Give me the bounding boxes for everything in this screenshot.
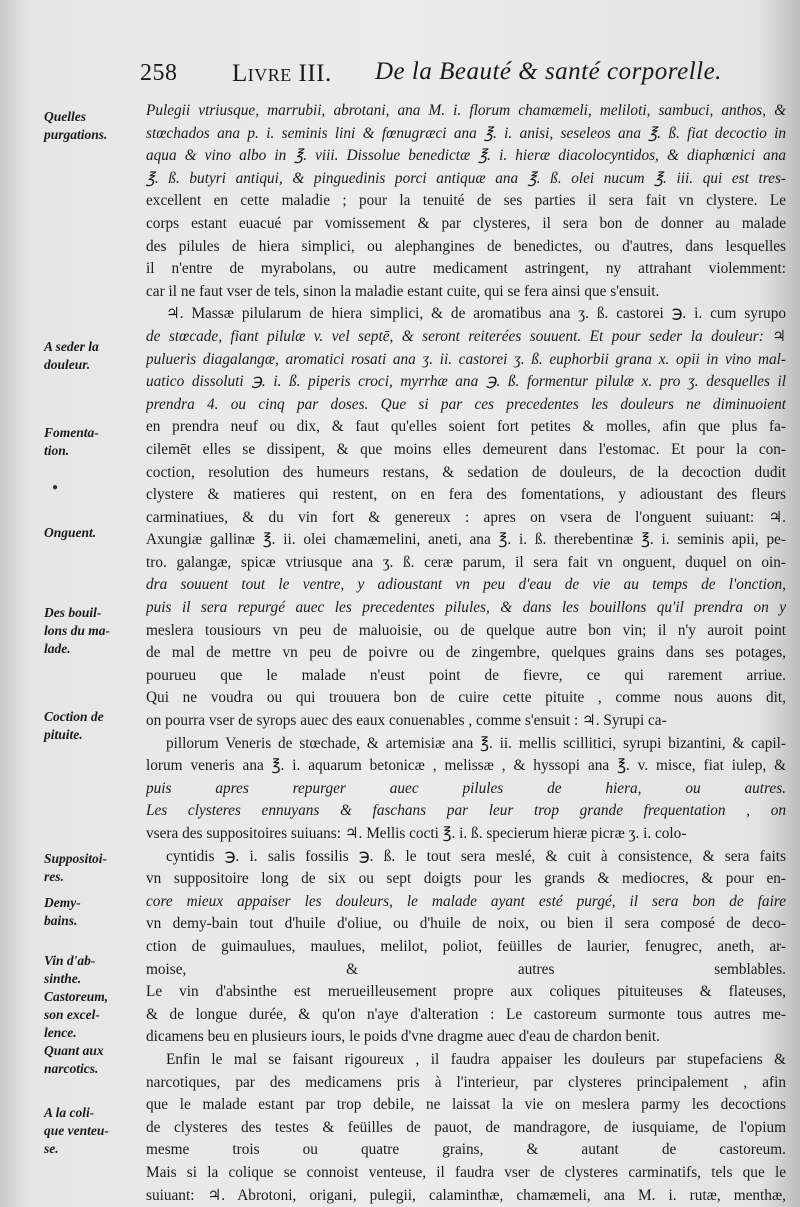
text-line: vn suppositoire long de six ou sept doigts pour les grands & mediocres, & pour en- (146, 870, 786, 888)
text-line: moise, & autres semblables. (146, 960, 786, 978)
text-line: prendra 4. ou cinq par doses. Que si par ces precedentes les douleurs ne diminuoient (146, 395, 786, 413)
text-line: uatico dissoluti ℈. i. ß. piperis croci, myrrhæ ana ℈. ß. formentur pilulæ x. pro ʒ. desquelles il (146, 373, 786, 391)
margin-note: Des bouil- lons du ma- lade. (44, 605, 111, 656)
text-line: Axungiæ gallinæ ℥. ii. olei chamæmelini, aneti, ana ℥. i. ß. therebentinæ ℥. i. seminis apii, pe- (146, 531, 786, 549)
margin-note: A seder la douleur. (44, 339, 99, 372)
text-line: en prendra neuf ou dix, & faut qu'elles soient fort petites & molles, afin que plus fa- (146, 418, 786, 436)
margin-note: Coction de pituite. (44, 709, 104, 742)
text-line: narcotiques, par des medicamens pris à l'interieur, par clysteres principalement , afin (146, 1073, 786, 1091)
text-line: il n'entre de myrabolans, ou autre medicament astringent, ny attrahant violemment: (146, 260, 786, 278)
main-text (146, 100, 786, 1207)
text-line: stœchados ana p. i. seminis lini & fœnugræci ana ℥. i. anisi, seseleos ana ℥. ß. fiat decoctio in (146, 124, 786, 142)
text-line: Mais si la colique se connoist venteuse, il faudra vser de clysteres carminatifs, tels que le (146, 1163, 786, 1181)
margin-note: Demy- bains. (44, 895, 81, 928)
text-line: de clysteres des testes & feüilles de pauot, de mandragore, de iusquiame, de l'opium (146, 1118, 786, 1136)
margin-note: Suppositoi- res. (44, 851, 108, 884)
margin-note: Vin d'ab- sinthe. (44, 953, 96, 986)
text-line: ction de guimaulues, maulues, melilot, poliot, feüilles de laurier, fenugrec, aneth, ar- (146, 937, 786, 955)
text-line: pillorum Veneris de stœchade, & artemisiæ ana ℥. ii. mellis scillitici, syrupi bizantini, & capil- (166, 734, 786, 752)
text-line: ♃. Massæ pilularum de hiera simplici, & de aromatibus ana ʒ. ß. castorei ℈. i. cum syrupo (166, 305, 786, 323)
text-line: des pilules de hiera simplici, ou alephangines de benedictes, ou d'autres, dans lesquelles (146, 237, 786, 255)
text-line: meslera tousiours vn peu de maluoisie, ou de quelque autre bon vin; il n'y auroit point (146, 621, 786, 639)
text-line: puis apres repurger auec pilules de hiera, ou autres. (146, 779, 786, 797)
text-line: dicamens beu en plusieurs iours, le poids d'vne dragme auec d'eau de chardon benit. (146, 1028, 660, 1046)
text-line: que le malade estant par trop debile, ne laissat la vie on meslera parmy les decoctions (146, 1096, 786, 1114)
page-number: 258 (140, 60, 178, 86)
margin-note: Castoreum, son excel- lence. (44, 989, 109, 1040)
text-line: vsera des suppositoires suiuans: ♃. Mellis cocti ℥. i. ß. specierum hieræ picræ ʒ. i. colo- (146, 825, 687, 842)
text-line: excellent en cette maladie ; pour la tenuité de ses parties il sera fait vn clystere. Le (146, 192, 786, 210)
text-line: car il ne faut vser de tels, sinon la maladie estant cuite, qui se fera ainsi que s'ensuit. (146, 282, 660, 300)
text-line: pulueris diagalangæ, aromatici rosati ana ʒ. ii. castorei ʒ. ß. euphorbii grana x. opii in vino mal- (146, 350, 786, 368)
margin-note: Quant aux narcotics. (44, 1043, 104, 1076)
text-line: Qui ne voudra ou qui trouuera bon de cuire cette pituite , comme nous auons dit, (146, 689, 786, 707)
text-line: de mal de mettre vn peu de poivre ou de zingembre, quelques grains dans ses potages, (146, 644, 786, 662)
running-head (140, 58, 780, 92)
margin-note: A la coli- que venteu- se. (44, 1105, 109, 1156)
text-line: core mieux appaiser les douleurs, le malade ayant esté purgé, il sera bon de faire (146, 892, 786, 910)
text-line: Enfin le mal se faisant rigoureux , il faudra appaiser les douleurs par stupefaciens & (166, 1050, 786, 1068)
ink-blot-ornament: ● (52, 482, 59, 493)
text-line: coction, resolution des humeurs restans, & sedation de douleurs, de la decoction dudit (146, 463, 786, 481)
text-line: lorum veneris ana ℥. i. aquarum betonicæ , melissæ , & hyssopi ana ℥. v. misce, fiat iulep, & (146, 757, 786, 775)
text-line: cilemēt elles se dissipent, & que moins elles demeurent dans l'estomac. Et pour la con- (146, 440, 786, 458)
text-line: mesme trois ou quatre grains, & autant de castoreum. (146, 1141, 786, 1159)
text-line: carminatiues, & du vin fort & genereux : apres on vsera de l'onguent suiuant: ♃. (146, 508, 786, 526)
text-line: dra souuent tout le ventre, y adioustant vn peu d'eau de vie au temps de l'onction, (146, 576, 786, 594)
text-line: cyntidis ℈. i. salis fossilis ℈. ß. le tout sera meslé, & cuit à consistence, & sera faits (166, 847, 786, 865)
text-line: Le vin d'absinthe est merueilleusement propre aux coliques pituiteuses & flateuses, (146, 983, 786, 1001)
text-line: Les clysteres ennuyans & faschans par leur trop grande frequentation , on (146, 802, 786, 820)
text-line: corps estant euacué par vomissement & par clysteres, il sera bon de donner au malade (146, 214, 786, 232)
text-line: & de longue durée, & qu'on n'aye d'alteration : Le castoreum surmonte tous autres me- (146, 1005, 786, 1023)
text-line: on pourra vser de syrops auec des eaux conuenables , comme s'ensuit : ♃. Syrupi ca- (146, 712, 667, 730)
text-line: aqua & vino albo in ℥. viii. Dissolue benedictæ ℥. i. hieræ diacolocyntidos, & diaphœnici ana (146, 147, 786, 165)
text-line: ℥. ß. butyri antiqui, & pinguedinis porci antiquæ ana ℥. ß. olei nucum ℥. iii. qui est tres- (146, 169, 786, 187)
text-line: Pulegii vtriusque, marrubii, abrotani, ana M. i. florum chamæmeli, meliloti, sambuci, anthos, & (146, 102, 786, 119)
text-line: puis il sera repurgé auec les precedentes pilules, & dans les bouillons qu'il prendra on y (146, 599, 786, 617)
margin-note: Onguent. (44, 525, 97, 540)
text-line: de stœcade, fiant pilulæ v. vel septē, & seront reiterées souuent. Et pour seder la douleur: ♃ (146, 327, 786, 345)
running-title: De la Beauté & santé corporelle. (375, 58, 722, 85)
text-line: suiuant: ♃. Abrotoni, origani, pulegii, calaminthæ, chamæmeli, ana M. i. rutæ, menthæ, (146, 1186, 786, 1204)
text-line: clystere & matieres qui restent, on en fera des fomentations, y adioustant des fleurs (146, 486, 786, 504)
text-line: vn demy-bain tout d'huile d'oliue, ou d'huile de noix, ou bien il sera composé de deco- (146, 915, 786, 933)
margin-note: Quelles purgations. (44, 109, 108, 142)
text-line: tro. galangæ, spicæ vtriusque ana ʒ. ß. ceræ parum, il sera fait vn onguent, duquel on oin- (146, 553, 786, 571)
book-label: Livre III. (232, 60, 332, 87)
margin-note: Fomenta- tion. (44, 425, 99, 458)
text-line: pourueu que le malade n'eust point de fievre, ce qui rarement arriue. (146, 666, 786, 684)
